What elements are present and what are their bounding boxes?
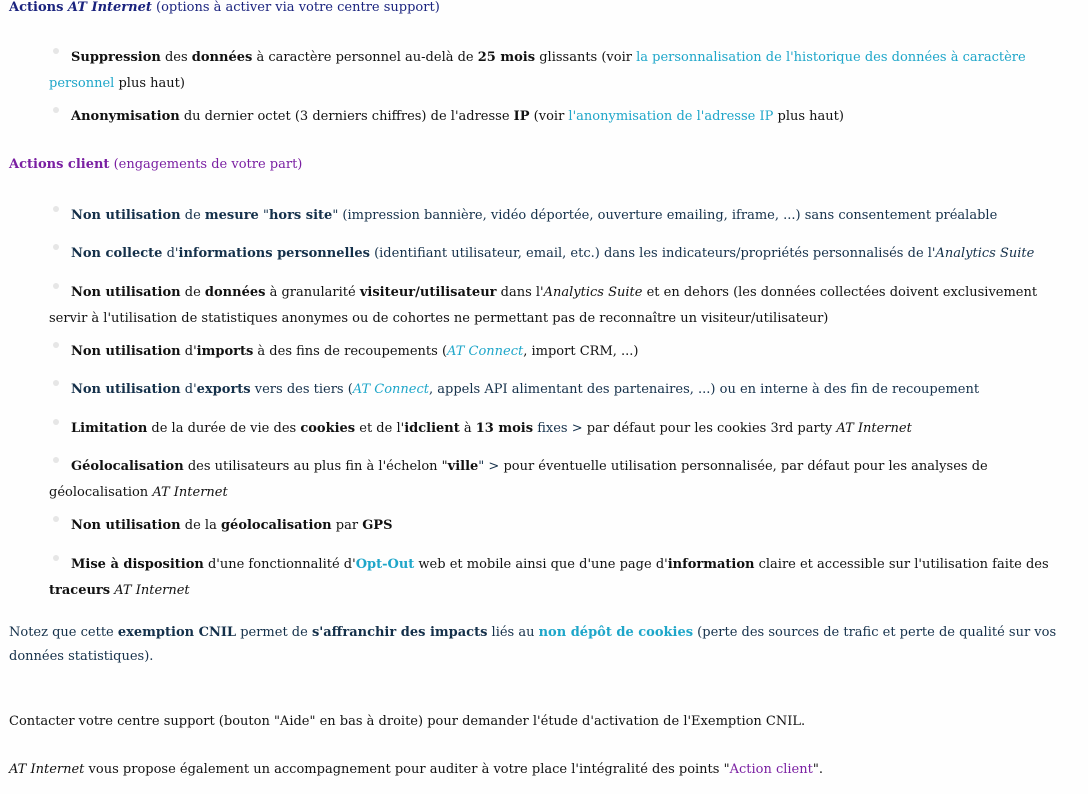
at-connect-link[interactable]: AT Connect [352,382,429,397]
client-actions-heading: Actions client (engagements de votre part) [9,157,303,172]
at-connect-link[interactable]: AT Connect [447,344,524,359]
list-item: Non utilisation de la géolocalisation par GPS [49,513,1049,539]
bullet-icon [53,283,59,289]
accompaniment-text: AT Internet vous propose également un accompagnement pour auditer à votre place l'intégralité des points "Action client". [9,762,823,777]
bullet-icon [53,419,59,425]
cnil-exemption-note: Notez que cette exemption CNIL permet de s'affranchir des impacts liés au non dépôt de cookies (perte des sources de trafic et perte de qualité sur vos données statistiques). [9,625,1057,664]
bullet-icon [53,206,59,212]
list-item: Non utilisation d'exports vers des tiers (AT Connect, appels API alimentant des partenaires, ...) ou en interne à des fin de recoupement [49,377,1049,403]
list-item: Limitation de la durée de vie des cookies et de l'idclient à 13 mois fixes > par défaut pour les cookies 3rd party AT Internet [49,416,1049,442]
contact-support-text: Contacter votre centre support (bouton "Aide" en bas à droite) pour demander l'étude d'activation de l'Exemption CNIL. [9,714,806,729]
bullet-icon [53,380,59,386]
bullet-icon [53,107,59,113]
ip-anonymization-link[interactable]: l'anonymisation de l'adresse IP [568,109,774,124]
list-item: Géolocalisation des utilisateurs au plus fin à l'échelon "ville" > pour éventuelle utilisation personnalisée, par défaut pour les analyses de géolocalisation AT Internet [49,459,988,500]
list-item: Mise à disposition d'une fonctionnalité d'Opt-Out web et mobile ainsi que d'une page d'information claire et accessible sur l'utilisation faite des traceurs AT Internet [49,557,1049,598]
bullet-icon [53,555,59,561]
list-item: Suppression des données à caractère personnel au-delà de 25 mois glissants (voir la personnalisation de l'historique des données à caractère personnel plus haut) [49,50,1026,91]
at-actions-heading: Actions AT Internet (options à activer via votre centre support) [9,0,440,15]
list-item: Non utilisation d'imports à des fins de recoupements (AT Connect, import CRM, ...) [49,339,1049,365]
bullet-icon [53,516,59,522]
bullet-icon [53,244,59,250]
list-item: Non utilisation de données à granularité visiteur/utilisateur dans l'Analytics Suite et en dehors (les données collectées doivent exclusivement servir à l'utilisation de statistiques anonymes ou de cohortes ne permettant pas de reconnaître un visiteur/utilisateur) [49,285,1038,326]
bullet-icon [53,48,59,54]
list-item: Anonymisation du dernier octet (3 derniers chiffres) de l'adresse IP (voir l'anonymisation de l'adresse IP plus haut) [49,104,1049,130]
action-client-link[interactable]: Action client [729,762,813,777]
opt-out-link[interactable]: Opt-Out [355,557,415,572]
no-cookie-link[interactable]: non dépôt de cookies [538,625,694,640]
bullet-icon [53,457,59,463]
list-item: Non collecte d'informations personnelles (identifiant utilisateur, email, etc.) dans les indicateurs/propriétés personnalisés de l'Analytics Suite [49,241,1049,267]
history-customization-link[interactable]: la personnalisation de l'historique des données à caractère personnel [49,50,1026,91]
list-item: Non utilisation de mesure "hors site" (impression bannière, vidéo déportée, ouverture emailing, iframe, ...) sans consentement préalable [49,203,1049,229]
bullet-icon [53,342,59,348]
